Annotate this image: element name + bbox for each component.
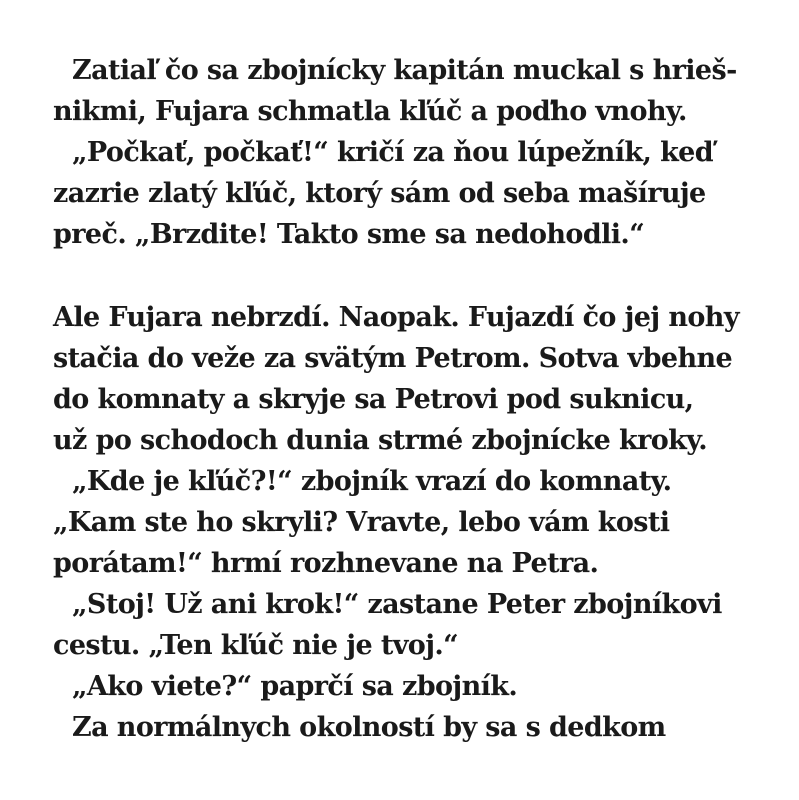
text-line-9: už po schodoch dunia strmé zbojnícke kroky. <box>53 425 708 456</box>
text-line-4: zazrie zlatý kľúč, ktorý sám od seba mašíruje <box>53 178 706 209</box>
text-line-1: Zatiaľ čo sa zbojnícky kapitán muckal s hrieš- <box>72 55 737 86</box>
text-line-16: Za normálnych okolností by sa s dedkom <box>72 712 666 743</box>
text-line-10: „Kde je kľúč?!“ zbojník vrazí do komnaty. <box>72 466 672 497</box>
text-line-3: „Počkať, počkať!“ kričí za ňou lúpežník, keď <box>72 137 714 168</box>
text-line-12: porátam!“ hrmí rozhnevane na Petra. <box>53 548 599 579</box>
text-line-14: cestu. „Ten kľúč nie je tvoj.“ <box>53 630 459 661</box>
text-line-13: „Stoj! Už ani krok!“ zastane Peter zbojníkovi <box>72 589 722 620</box>
text-line-8: do komnaty a skryje sa Petrovi pod suknicu, <box>53 384 694 415</box>
text-line-11: „Kam ste ho skryli? Vravte, lebo vám kosti <box>53 507 670 538</box>
text-line-2: nikmi, Fujara schmatla kľúč a poďho vnohy. <box>53 96 687 127</box>
text-line-15: „Ako viete?“ paprčí sa zbojník. <box>72 671 518 702</box>
text-line-5: preč. „Brzdite! Takto sme sa nedohodli.“ <box>53 219 645 250</box>
text-line-7: stačia do veže za svätým Petrom. Sotva vbehne <box>53 343 733 374</box>
text-line-6: Ale Fujara nebrzdí. Naopak. Fujazdí čo jej nohy <box>53 302 739 333</box>
